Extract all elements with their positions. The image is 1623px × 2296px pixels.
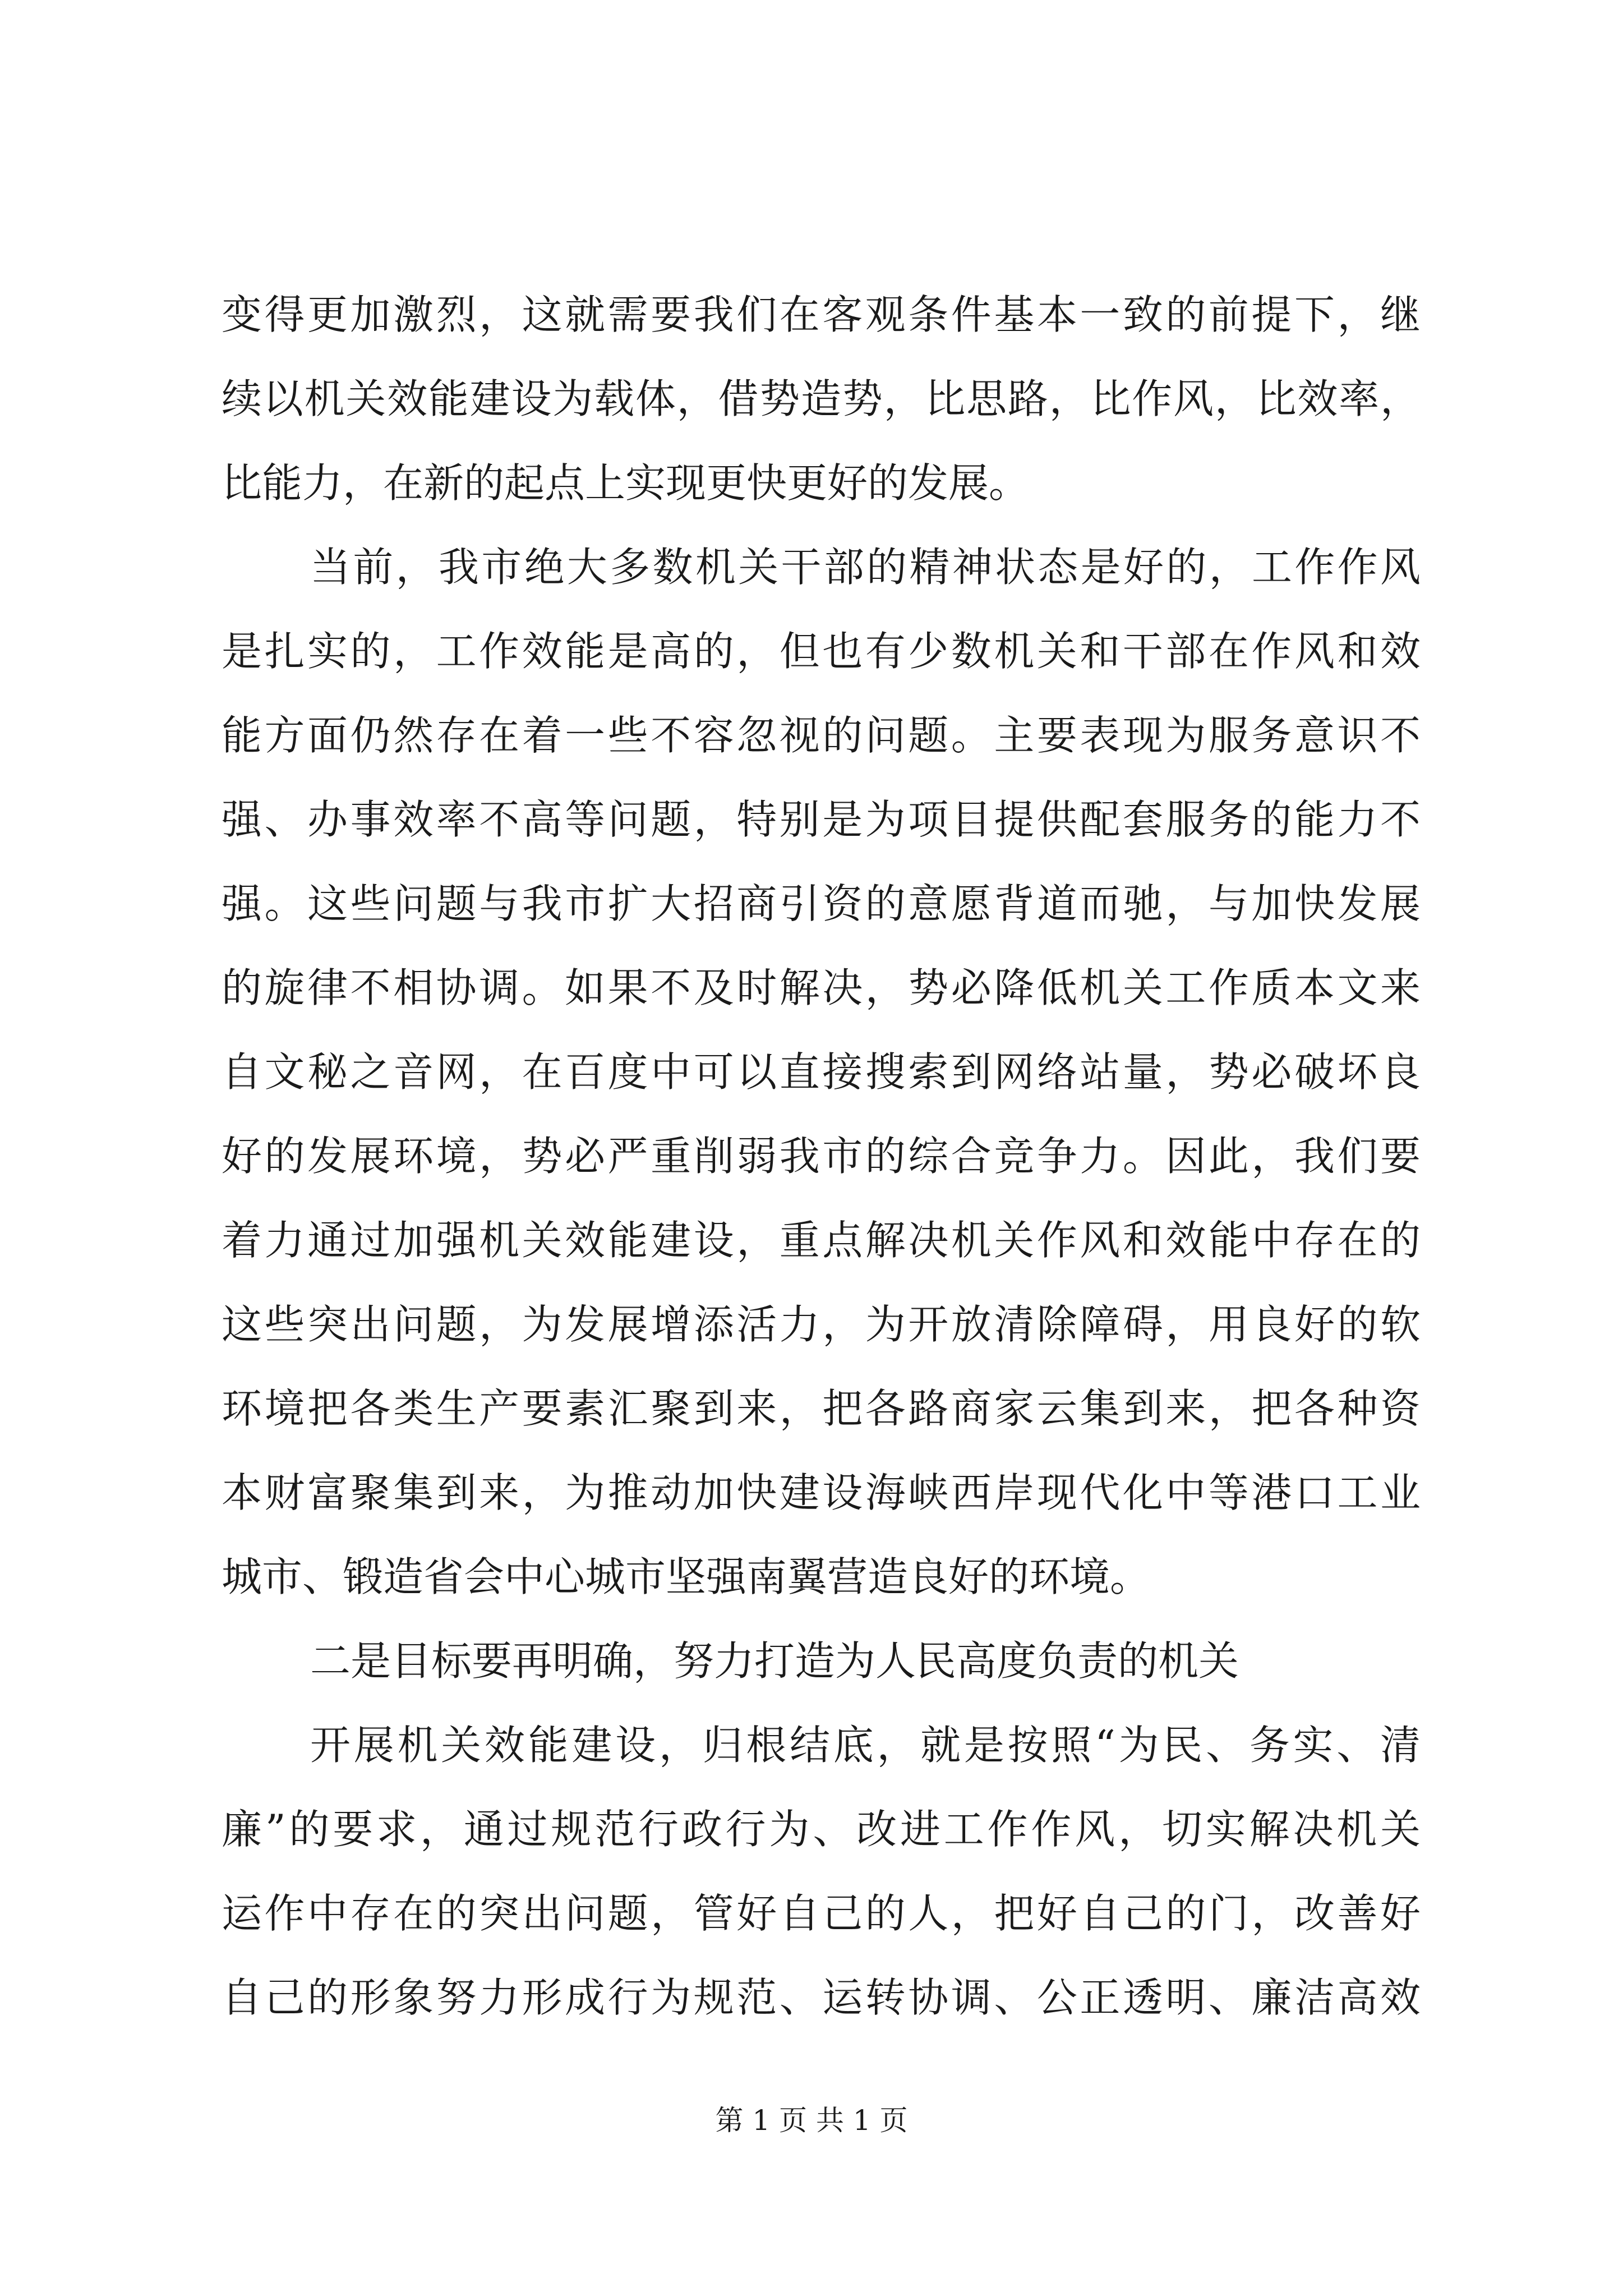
page-footer: 第 1 页 共 1 页 xyxy=(715,2104,908,2137)
text-line: 的旋律不相协调。如果不及时解决，势必降低机关工作质本文来 xyxy=(222,964,1421,1011)
text-line: 开展机关效能建设，归根结底，就是按照“为民、务实、清 xyxy=(310,1722,1421,1769)
text-line: 环境把各类生产要素汇聚到来，把各路商家云集到来，把各种资 xyxy=(222,1385,1421,1432)
text-line: 当前，我市绝大多数机关干部的精神状态是好的，工作作风 xyxy=(310,544,1421,591)
text-line: 自文秘之音网，在百度中可以直接搜索到网络站量，势必破坏良 xyxy=(222,1048,1421,1096)
text-line: 运作中存在的突出问题，管好自己的人，把好自己的门，改善好 xyxy=(222,1890,1421,1937)
text-line: 自己的形象努力形成行为规范、运转协调、公正透明、廉洁高效 xyxy=(222,1974,1421,2021)
text-line: 变得更加激烈，这就需要我们在客观条件基本一致的前提下，继 xyxy=(222,291,1421,338)
text-line: 这些突出问题，为发展增添活力，为开放清除障碍，用良好的软 xyxy=(222,1301,1421,1348)
text-line: 城市、锻造省会中心城市坚强南翼营造良好的环境。 xyxy=(222,1553,1151,1600)
text-line: 二是目标要再明确，努力打造为人民高度负责的机关 xyxy=(310,1637,1239,1685)
document-body xyxy=(222,273,1421,2040)
text-line: 是扎实的，工作效能是高的，但也有少数机关和干部在作风和效 xyxy=(222,628,1421,675)
text-line: 强。这些问题与我市扩大招商引资的意愿背道而驰，与加快发展 xyxy=(222,880,1421,927)
text-line: 能方面仍然存在着一些不容忽视的问题。主要表现为服务意识不 xyxy=(222,712,1421,759)
text-line: 比能力，在新的起点上实现更快更好的发展。 xyxy=(222,459,1030,507)
text-line: 着力通过加强机关效能建设，重点解决机关作风和效能中存在的 xyxy=(222,1217,1421,1264)
text-line: 廉”的要求，通过规范行政行为、改进工作作风，切实解决机关 xyxy=(222,1806,1421,1853)
text-line: 强、办事效率不高等问题，特别是为项目提供配套服务的能力不 xyxy=(222,796,1421,843)
text-line: 好的发展环境，势必严重削弱我市的综合竞争力。因此，我们要 xyxy=(222,1133,1421,1180)
text-line: 本财富聚集到来，为推动加快建设海峡西岸现代化中等港口工业 xyxy=(222,1469,1421,1516)
text-line: 续以机关效能建设为载体，借势造势，比思路，比作风，比效率， xyxy=(222,375,1421,422)
